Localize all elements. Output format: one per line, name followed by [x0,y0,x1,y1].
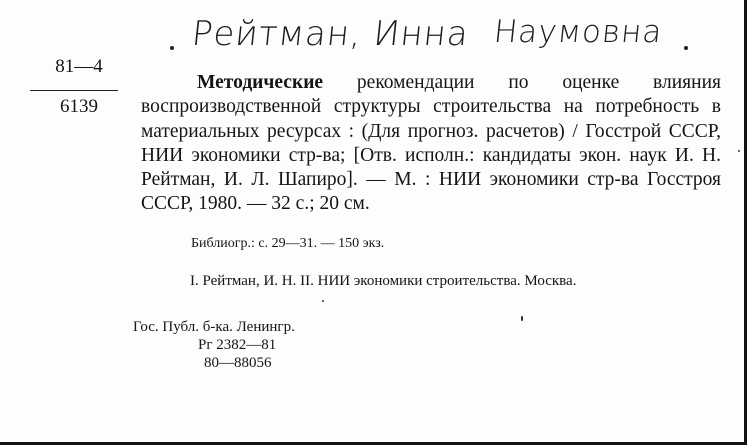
call-number-top: 81—4 [55,56,103,77]
call-number-divider [30,90,118,91]
call-number-bottom: 6139 [60,96,98,117]
handwritten-author-patronymic: Наумовна [492,14,665,50]
bibliographic-description [141,71,721,217]
handwritten-author-name: Рейтман, Инна [189,14,471,54]
ink-speck [738,150,740,152]
library-name: Гос. Публ. б-ка. Ленингр. [133,319,295,335]
bibliography-note: Библиогр.: с. 29—31. — 150 экз. [191,236,385,251]
title-lead-word: Методические [197,72,324,93]
ink-dot [684,46,688,50]
handwritten-author-heading [168,8,728,64]
ink-dot [170,46,174,50]
added-entries: I. Рейтман, И. Н. II. НИИ экономики строительства. Москва. [190,273,577,289]
library-accession-number: 80—88056 [204,355,272,371]
library-stamp [133,318,295,372]
ink-speck [521,316,523,321]
library-registry-number: Рг 2382—81 [198,337,277,353]
description-body: рекомендации по оценке влияния воспроизводственной структуры строительства на потребность в материальных ресурсах : (Для прогноз. расчетов) / Госстрой СССР, НИИ экономики стр-ва; [Отв. исполн.: кандидаты экон. наук И. Н. Рейтман, И. Л. Шапиро]. — М. : НИИ экономики стр-ва Госстроя СССР, 1980. — 32 с.; 20 см. [141,72,721,215]
ink-speck [322,300,324,302]
